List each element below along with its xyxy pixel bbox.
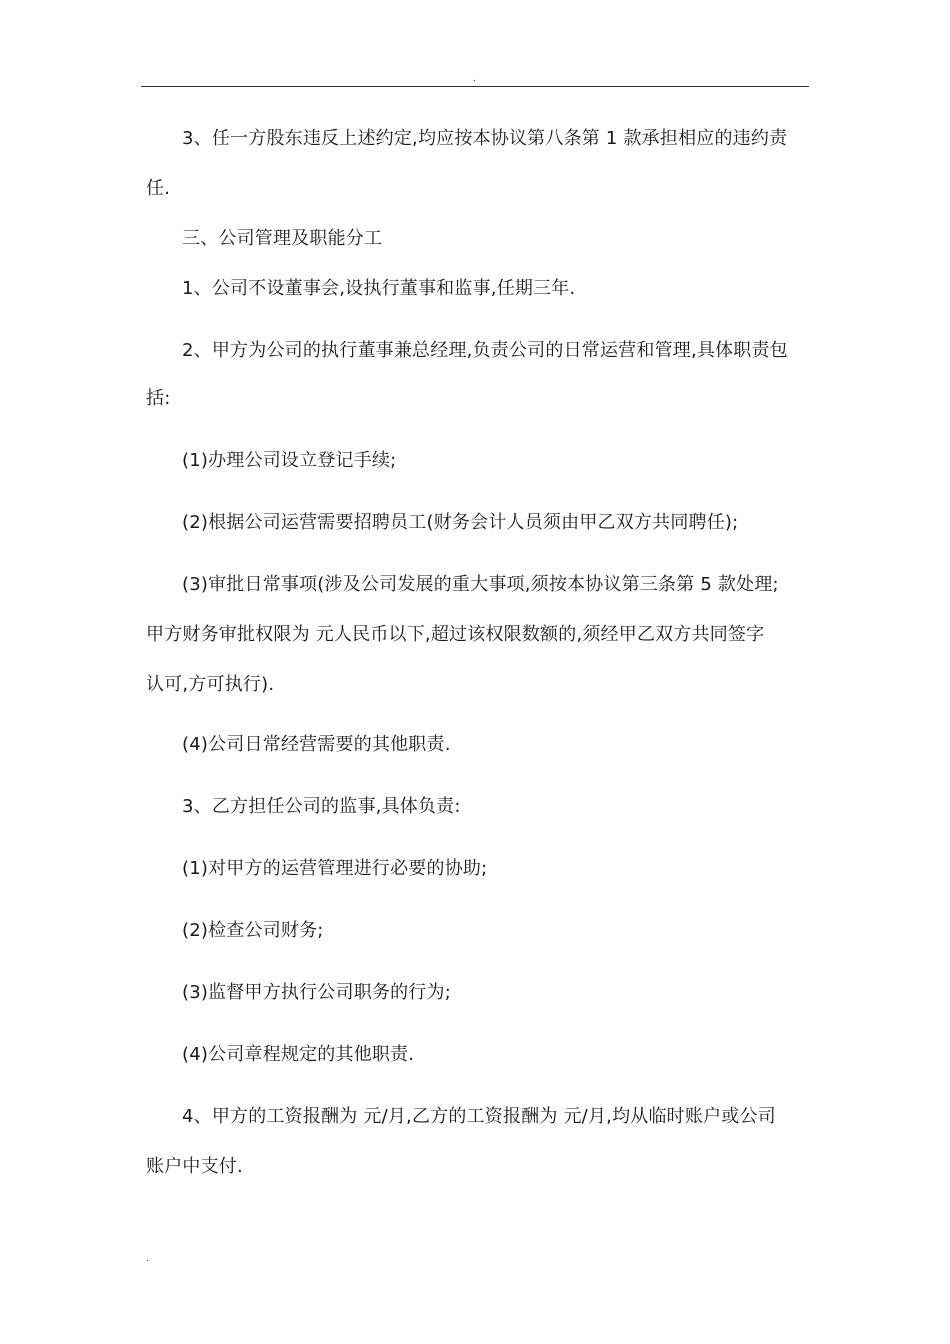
paragraph-2-duties-line1: 2、甲方为公司的执行董事兼总经理,负责公司的日常运营和管理,具体职责包 — [182, 340, 788, 361]
header-rule — [141, 86, 809, 87]
section-heading-management: 三、公司管理及职能分工 — [182, 228, 383, 249]
paragraph-3-breach-line1: 3、任一方股东违反上述约定,均应按本协议第八条第 1 款承担相应的违约责 — [182, 128, 788, 149]
paragraph-3-breach-line2: 任. — [146, 178, 171, 199]
supervisor-item-3: (3)监督甲方执行公司职务的行为; — [182, 982, 451, 1003]
item-3-approval-line1: (3)审批日常事项(涉及公司发展的重大事项,须按本协议第三条第 5 款处理; — [182, 574, 779, 595]
paragraph-4-salary-line2: 账户中支付. — [146, 1156, 243, 1177]
paragraph-2-duties-line2: 括: — [146, 388, 171, 409]
header-mark: . — [473, 74, 476, 84]
supervisor-item-2: (2)检查公司财务; — [182, 920, 324, 941]
item-1-registration: (1)办理公司设立登记手续; — [182, 450, 397, 471]
paragraph-4-salary-line1: 4、甲方的工资报酬为 元/月,乙方的工资报酬为 元/月,均从临时账户或公司 — [182, 1106, 776, 1127]
paragraph-1-board: 1、公司不设董事会,设执行董事和监事,任期三年. — [182, 278, 576, 299]
item-4-other-duties: (4)公司日常经营需要的其他职责. — [182, 734, 451, 755]
item-3-approval-line2: 甲方财务审批权限为 元人民币以下,超过该权限数额的,须经甲乙双方共同签字 — [146, 624, 765, 645]
supervisor-item-4: (4)公司章程规定的其他职责. — [182, 1044, 415, 1065]
item-3-approval-line3: 认可,方可执行). — [146, 674, 275, 695]
paragraph-3-supervisor: 3、乙方担任公司的监事,具体负责: — [182, 796, 461, 817]
item-2-hiring: (2)根据公司运营需要招聘员工(财务会计人员须由甲乙双方共同聘任); — [182, 512, 739, 533]
supervisor-item-1: (1)对甲方的运营管理进行必要的协助; — [182, 858, 488, 879]
footer-mark: . — [146, 1254, 149, 1264]
